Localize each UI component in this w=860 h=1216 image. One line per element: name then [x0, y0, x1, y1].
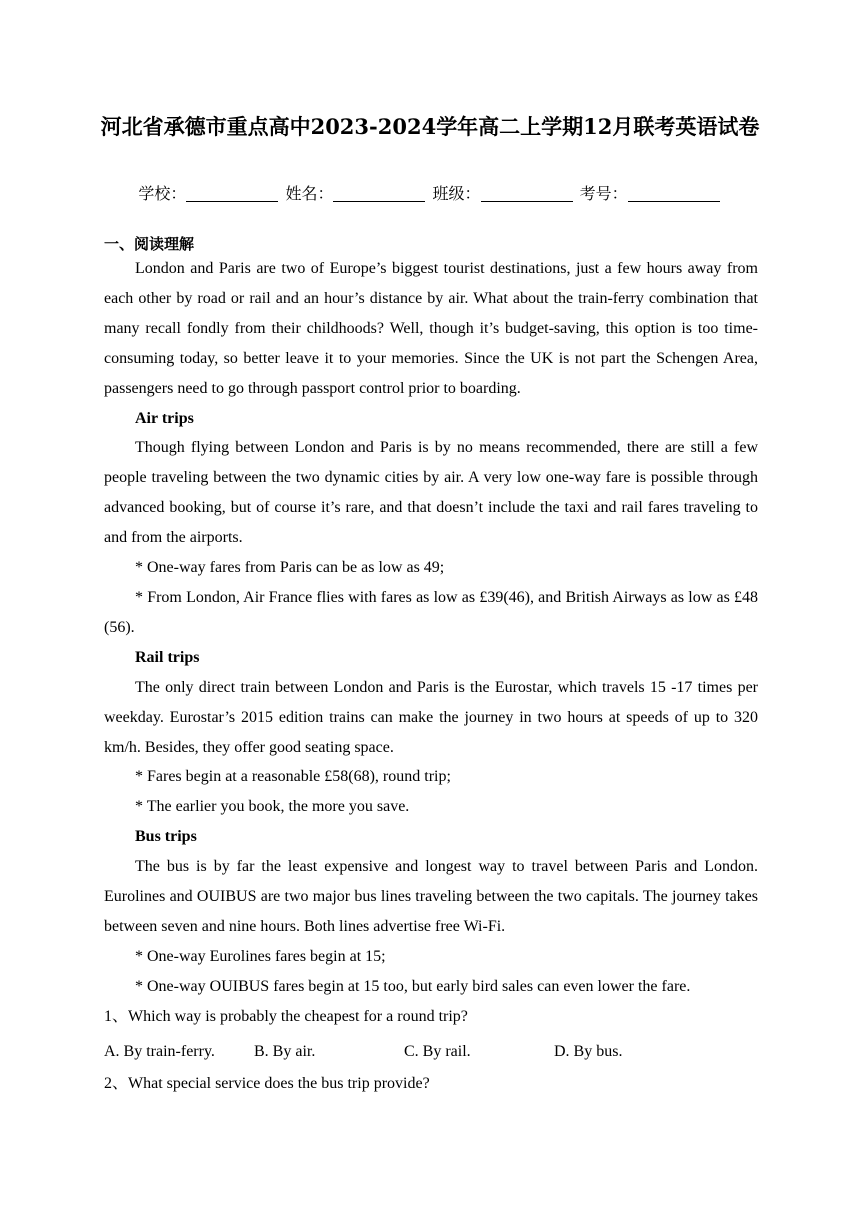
option-c: C. By rail. — [404, 1042, 471, 1060]
bullet-item: * One-way OUIBUS fares begin at 15 too, but early bird sales can even lower the fare. — [135, 977, 691, 995]
exam-number-blank — [628, 185, 720, 202]
question-1-options — [104, 1035, 758, 1069]
reading-passage — [104, 254, 758, 1098]
subheading-bus-trips: Bus trips — [135, 828, 197, 846]
bullet-item: * The earlier you book, the more you save. — [135, 798, 410, 816]
name-label: 姓名： — [285, 184, 334, 203]
passage-paragraph: Though flying between London and Paris is by no means recommended, there are still a few people traveling between the two dynamic cities by air. A very low one-way fare is possible through advanced booking, but of course it’s rare, and that doesn’t include the taxi and rail fares traveling to and from the airports. — [104, 439, 758, 547]
class-label: 班级： — [432, 184, 481, 203]
option-d: D. By bus. — [554, 1042, 623, 1060]
question-1: 1、Which way is probably the cheapest for a round trip? — [104, 1007, 468, 1025]
subheading-air-trips: Air trips — [135, 409, 194, 427]
exam-title: 河北省承德市重点高中2023-2024学年高二上学期12月联考英语试卷 — [100, 114, 760, 139]
passage-paragraph: London and Paris are two of Europe’s biggest tourist destinations, just a few hours away from each other by road or rail and an hour’s distance by air. What about the train-ferry combination that many recall fondly from their childhoods? Well, though it’s budget-saving, this option is too time-consuming today, so better leave it to your memories. Since the UK is not part the Schengen Area, passengers need to go through passport control prior to boarding. — [104, 260, 758, 397]
student-info-line — [0, 180, 860, 208]
bullet-item: * One-way fares from Paris can be as low as 49; — [135, 559, 445, 577]
option-b: B. By air. — [254, 1042, 316, 1060]
bullet-item: * One-way Eurolines fares begin at 15; — [135, 947, 386, 965]
option-a: A. By train-ferry. — [104, 1042, 215, 1060]
exam-number-label: 考号： — [579, 184, 628, 203]
name-blank — [333, 185, 425, 202]
subheading-rail-trips: Rail trips — [135, 648, 200, 666]
bullet-item: * From London, Air France flies with fares as low as £39(46), and British Airways as low as £48 (56). — [104, 588, 758, 636]
question-2: 2、What special service does the bus trip provide? — [104, 1074, 430, 1092]
school-label: 学校： — [138, 184, 187, 203]
bullet-item: * Fares begin at a reasonable £58(68), round trip; — [135, 768, 451, 786]
class-blank — [481, 185, 573, 202]
section-heading: 一、阅读理解 — [104, 235, 195, 253]
passage-paragraph: The only direct train between London and Paris is the Eurostar, which travels 15 -17 times per weekday. Eurostar’s 2015 edition trains can make the journey in two hours at speeds of up to 320 km/h. Besides, they offer good seating space. — [104, 678, 758, 756]
passage-paragraph: The bus is by far the least expensive and longest way to travel between Paris and London. Eurolines and OUIBUS are two major bus lines traveling between the two capitals. The journey takes between seven and nine hours. Both lines advertise free Wi-Fi. — [104, 858, 758, 935]
school-blank — [186, 185, 278, 202]
